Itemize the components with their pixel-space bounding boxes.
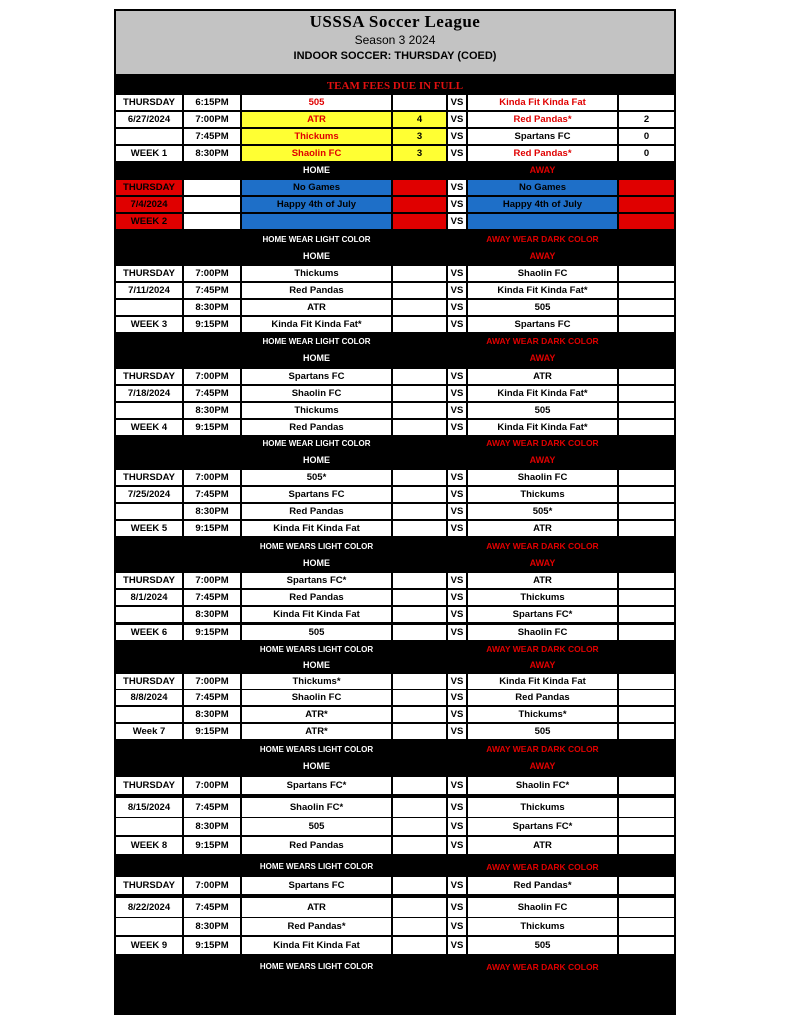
vs-label: VS: [448, 129, 466, 144]
date-label: 7/4/2024: [116, 197, 182, 212]
game-time: 9:15PM: [184, 420, 240, 435]
home-team: Red Pandas: [242, 837, 391, 854]
away-score: [619, 266, 674, 281]
away-team: Thickums: [468, 487, 617, 502]
away-score: [619, 317, 674, 332]
vs-label: VS: [448, 197, 466, 212]
away-team: [468, 214, 617, 229]
home-score: [393, 898, 446, 917]
away-score: [619, 487, 674, 502]
away-team: Shaolin FC: [468, 898, 617, 917]
away-team: Happy 4th of July: [468, 197, 617, 212]
week-label: WEEK 8: [116, 837, 182, 854]
away-wear-label: AWAY WEAR DARK COLOR: [486, 541, 599, 552]
home-header: HOME: [303, 558, 330, 568]
home-team: Spartans FC: [242, 487, 391, 502]
game-time: 8:30PM: [184, 300, 240, 315]
day-label: THURSDAY: [116, 777, 182, 794]
away-team: Kinda Fit Kinda Fat: [468, 95, 617, 110]
vs-label: VS: [448, 918, 466, 935]
home-header: HOME: [303, 165, 330, 175]
day-cell: [116, 504, 182, 519]
home-team: Shaolin FC: [242, 146, 391, 161]
home-score: [393, 369, 446, 384]
away-team: 505: [468, 937, 617, 954]
home-wear-label: HOME WEARS LIGHT COLOR: [259, 744, 374, 754]
vs-label: VS: [448, 420, 466, 435]
away-team: Red Pandas*: [468, 112, 617, 127]
date-label: 6/27/2024: [116, 112, 182, 127]
vs-label: VS: [448, 674, 466, 689]
home-team: Spartans FC: [242, 877, 391, 894]
away-score: [619, 607, 674, 622]
home-score: [393, 877, 446, 894]
home-header: HOME: [303, 761, 330, 771]
home-score: [393, 317, 446, 332]
game-time: 9:15PM: [184, 937, 240, 954]
date-label: 8/15/2024: [116, 798, 182, 817]
home-team: No Games: [242, 180, 391, 195]
away-wear-label: AWAY WEAR DARK COLOR: [486, 644, 599, 655]
away-team: 505: [468, 724, 617, 739]
game-time: 7:45PM: [184, 129, 240, 144]
away-score: [619, 197, 674, 212]
away-score: 0: [619, 129, 674, 144]
away-score: [619, 777, 674, 794]
away-score: 2: [619, 112, 674, 127]
home-score: [393, 707, 446, 722]
away-team: Thickums: [468, 918, 617, 935]
home-score: [393, 625, 446, 640]
game-time: 8:30PM: [184, 818, 240, 835]
away-team: Red Pandas: [468, 690, 617, 705]
vs-label: VS: [448, 898, 466, 917]
home-team: Red Pandas: [242, 504, 391, 519]
home-header: HOME: [303, 660, 330, 670]
vs-label: VS: [448, 607, 466, 622]
game-time: 7:45PM: [184, 487, 240, 502]
vs-label: VS: [448, 214, 466, 229]
game-time: 7:00PM: [184, 112, 240, 127]
game-time: 8:30PM: [184, 504, 240, 519]
day-label: THURSDAY: [116, 674, 182, 689]
away-score: [619, 403, 674, 418]
away-score: [619, 420, 674, 435]
away-team: 505*: [468, 504, 617, 519]
game-time: 8:30PM: [184, 707, 240, 722]
away-wear-label: AWAY WEAR DARK COLOR: [486, 861, 599, 872]
home-team: Spartans FC*: [242, 573, 391, 588]
date-label: 7/18/2024: [116, 386, 182, 401]
home-team: Shaolin FC: [242, 690, 391, 705]
away-score: [619, 674, 674, 689]
away-team: Spartans FC: [468, 129, 617, 144]
game-time: 9:15PM: [184, 521, 240, 536]
vs-label: VS: [448, 266, 466, 281]
away-team: Spartans FC*: [468, 818, 617, 835]
home-team: Kinda Fit Kinda Fat: [242, 607, 391, 622]
league-title: USSSA Soccer League: [309, 12, 481, 31]
week-label: WEEK 3: [116, 317, 182, 332]
game-time: 7:45PM: [184, 798, 240, 817]
away-score: [619, 95, 674, 110]
away-header: AWAY: [529, 660, 556, 670]
vs-label: VS: [448, 777, 466, 794]
away-team: Kinda Fit Kinda Fat: [468, 674, 617, 689]
game-time: 6:15PM: [184, 95, 240, 110]
away-team: Red Pandas*: [468, 877, 617, 894]
away-score: [619, 386, 674, 401]
home-team: Spartans FC: [242, 369, 391, 384]
away-score: [619, 300, 674, 315]
vs-label: VS: [448, 317, 466, 332]
away-header: AWAY: [529, 251, 556, 261]
season-label: Season 3 2024: [354, 33, 436, 47]
home-team: Thickums*: [242, 674, 391, 689]
game-time: 7:45PM: [184, 386, 240, 401]
vs-label: VS: [448, 937, 466, 954]
vs-label: VS: [448, 724, 466, 739]
vs-label: VS: [448, 386, 466, 401]
page-header: [116, 11, 674, 74]
home-wear-label: HOME WEARS LIGHT COLOR: [259, 962, 374, 971]
away-header: AWAY: [529, 455, 556, 465]
day-label: THURSDAY: [116, 470, 182, 485]
vs-label: VS: [448, 818, 466, 835]
home-team: Spartans FC*: [242, 777, 391, 794]
home-score: [393, 214, 446, 229]
day-label: THURSDAY: [116, 266, 182, 281]
game-time: 9:15PM: [184, 625, 240, 640]
home-score: 3: [393, 129, 446, 144]
away-score: [619, 283, 674, 298]
game-time: 8:30PM: [184, 918, 240, 935]
home-score: [393, 798, 446, 817]
vs-label: VS: [448, 504, 466, 519]
home-score: [393, 420, 446, 435]
away-team: 505: [468, 300, 617, 315]
game-time: 7:45PM: [184, 590, 240, 605]
home-wear-label: HOME WEAR LIGHT COLOR: [262, 234, 371, 244]
away-team: Shaolin FC: [468, 266, 617, 281]
game-time: 8:30PM: [184, 607, 240, 622]
away-team: ATR: [468, 369, 617, 384]
home-score: 3: [393, 146, 446, 161]
away-score: [619, 937, 674, 954]
game-time: [184, 214, 240, 229]
away-team: Thickums*: [468, 707, 617, 722]
away-team: ATR: [468, 573, 617, 588]
vs-label: VS: [448, 573, 466, 588]
home-score: [393, 918, 446, 935]
game-time: 7:00PM: [184, 369, 240, 384]
home-team: Red Pandas: [242, 283, 391, 298]
home-score: [393, 180, 446, 195]
away-team: Red Pandas*: [468, 146, 617, 161]
game-time: 9:15PM: [184, 317, 240, 332]
home-header: HOME: [303, 455, 330, 465]
away-score: [619, 470, 674, 485]
game-time: [184, 180, 240, 195]
day-cell: [116, 707, 182, 722]
away-score: [619, 837, 674, 854]
away-score: [619, 690, 674, 705]
day-cell: [116, 129, 182, 144]
day-label: THURSDAY: [116, 95, 182, 110]
vs-label: VS: [448, 300, 466, 315]
away-score: [619, 573, 674, 588]
away-wear-label: AWAY WEAR DARK COLOR: [486, 744, 599, 755]
away-header: AWAY: [529, 761, 556, 771]
day-label: THURSDAY: [116, 369, 182, 384]
home-team: Red Pandas: [242, 420, 391, 435]
game-time: [184, 197, 240, 212]
date-label: 8/22/2024: [116, 898, 182, 917]
home-team: Kinda Fit Kinda Fat: [242, 521, 391, 536]
away-wear-label: AWAY WEAR DARK COLOR: [486, 234, 599, 245]
home-score: [393, 95, 446, 110]
vs-label: VS: [448, 403, 466, 418]
home-team: 505: [242, 818, 391, 835]
home-score: [393, 487, 446, 502]
game-time: 7:00PM: [184, 266, 240, 281]
away-score: [619, 625, 674, 640]
week-label: WEEK 9: [116, 937, 182, 954]
division-label: INDOOR SOCCER: THURSDAY (COED): [293, 50, 497, 62]
away-score: [619, 818, 674, 835]
home-score: [393, 197, 446, 212]
vs-label: VS: [448, 625, 466, 640]
home-header: HOME: [303, 251, 330, 261]
game-time: 9:15PM: [184, 724, 240, 739]
home-team: Kinda Fit Kinda Fat: [242, 937, 391, 954]
home-team: Red Pandas*: [242, 918, 391, 935]
home-team: 505: [242, 95, 391, 110]
game-time: 8:30PM: [184, 403, 240, 418]
home-team: Shaolin FC: [242, 386, 391, 401]
away-score: [619, 918, 674, 935]
game-time: 9:15PM: [184, 837, 240, 854]
vs-label: VS: [448, 112, 466, 127]
away-score: [619, 877, 674, 894]
away-team: Spartans FC*: [468, 607, 617, 622]
away-team: Shaolin FC: [468, 625, 617, 640]
home-score: [393, 607, 446, 622]
away-wear-label: AWAY WEAR DARK COLOR: [486, 438, 599, 449]
home-score: [393, 724, 446, 739]
away-score: [619, 590, 674, 605]
home-team: ATR: [242, 300, 391, 315]
vs-label: VS: [448, 521, 466, 536]
home-score: [393, 590, 446, 605]
home-score: [393, 521, 446, 536]
vs-label: VS: [448, 690, 466, 705]
vs-label: VS: [448, 590, 466, 605]
home-score: [393, 690, 446, 705]
away-header: AWAY: [529, 558, 556, 568]
date-label: 7/25/2024: [116, 487, 182, 502]
home-score: [393, 777, 446, 794]
away-team: 505: [468, 403, 617, 418]
home-team: ATR: [242, 112, 391, 127]
day-cell: [116, 403, 182, 418]
away-header: AWAY: [529, 353, 556, 363]
home-team: Thickums: [242, 403, 391, 418]
day-label: THURSDAY: [116, 573, 182, 588]
date-label: 8/8/2024: [116, 690, 182, 705]
home-score: [393, 818, 446, 835]
home-wear-label: HOME WEAR LIGHT COLOR: [262, 438, 371, 448]
home-wear-label: HOME WEARS LIGHT COLOR: [259, 541, 374, 551]
fees-notice: TEAM FEES DUE IN FULL: [326, 80, 464, 92]
game-time: 8:30PM: [184, 146, 240, 161]
home-score: [393, 937, 446, 954]
home-team: Shaolin FC*: [242, 798, 391, 817]
vs-label: VS: [448, 707, 466, 722]
home-score: [393, 266, 446, 281]
away-team: Kinda Fit Kinda Fat*: [468, 420, 617, 435]
home-team: Kinda Fit Kinda Fat*: [242, 317, 391, 332]
away-score: [619, 707, 674, 722]
away-score: [619, 724, 674, 739]
home-header: HOME: [303, 353, 330, 363]
away-wear-label: AWAY WEAR DARK COLOR: [486, 961, 599, 972]
away-team: Thickums: [468, 798, 617, 817]
home-score: [393, 386, 446, 401]
game-time: 7:45PM: [184, 283, 240, 298]
away-wear-label: AWAY WEAR DARK COLOR: [486, 336, 599, 347]
vs-label: VS: [448, 95, 466, 110]
away-score: [619, 214, 674, 229]
home-score: [393, 837, 446, 854]
home-team: ATR*: [242, 707, 391, 722]
home-team: 505: [242, 625, 391, 640]
home-team: 505*: [242, 470, 391, 485]
away-header: AWAY: [529, 165, 556, 175]
vs-label: VS: [448, 369, 466, 384]
home-wear-label: HOME WEARS LIGHT COLOR: [259, 862, 374, 871]
vs-label: VS: [448, 837, 466, 854]
home-wear-label: HOME WEAR LIGHT COLOR: [262, 336, 371, 346]
home-team: Red Pandas: [242, 590, 391, 605]
away-score: [619, 798, 674, 817]
away-score: [619, 504, 674, 519]
week-label: WEEK 2: [116, 214, 182, 229]
week-label: WEEK 5: [116, 521, 182, 536]
home-team: Happy 4th of July: [242, 197, 391, 212]
day-label: THURSDAY: [116, 877, 182, 894]
away-score: [619, 369, 674, 384]
game-time: 7:45PM: [184, 898, 240, 917]
day-cell: [116, 607, 182, 622]
game-time: 7:00PM: [184, 470, 240, 485]
away-team: ATR: [468, 521, 617, 536]
home-team: Thickums: [242, 266, 391, 281]
vs-label: VS: [448, 470, 466, 485]
vs-label: VS: [448, 798, 466, 817]
vs-label: VS: [448, 877, 466, 894]
away-score: [619, 521, 674, 536]
home-score: [393, 300, 446, 315]
vs-label: VS: [448, 180, 466, 195]
date-label: 7/11/2024: [116, 283, 182, 298]
game-time: 7:00PM: [184, 877, 240, 894]
date-label: 8/1/2024: [116, 590, 182, 605]
home-score: [393, 504, 446, 519]
away-team: ATR: [468, 837, 617, 854]
home-score: [393, 674, 446, 689]
away-team: Kinda Fit Kinda Fat*: [468, 386, 617, 401]
away-score: [619, 898, 674, 917]
home-team: ATR*: [242, 724, 391, 739]
away-score: [619, 180, 674, 195]
game-time: 7:00PM: [184, 777, 240, 794]
away-team: Kinda Fit Kinda Fat*: [468, 283, 617, 298]
home-team: Thickums: [242, 129, 391, 144]
away-team: Shaolin FC: [468, 470, 617, 485]
week-label: Week 7: [116, 724, 182, 739]
week-label: WEEK 1: [116, 146, 182, 161]
vs-label: VS: [448, 146, 466, 161]
day-cell: [116, 818, 182, 835]
week-label: WEEK 4: [116, 420, 182, 435]
day-label: THURSDAY: [116, 180, 182, 195]
away-team: No Games: [468, 180, 617, 195]
week-label: WEEK 6: [116, 625, 182, 640]
home-score: [393, 573, 446, 588]
away-team: Shaolin FC*: [468, 777, 617, 794]
away-team: Thickums: [468, 590, 617, 605]
vs-label: VS: [448, 487, 466, 502]
home-team: [242, 214, 391, 229]
home-team: ATR: [242, 898, 391, 917]
day-cell: [116, 918, 182, 935]
home-wear-label: HOME WEARS LIGHT COLOR: [259, 644, 374, 654]
game-time: 7:45PM: [184, 690, 240, 705]
home-score: [393, 470, 446, 485]
game-time: 7:00PM: [184, 573, 240, 588]
home-score: [393, 403, 446, 418]
home-score: [393, 283, 446, 298]
home-score: 4: [393, 112, 446, 127]
away-team: Spartans FC: [468, 317, 617, 332]
vs-label: VS: [448, 283, 466, 298]
day-cell: [116, 300, 182, 315]
game-time: 7:00PM: [184, 674, 240, 689]
away-score: 0: [619, 146, 674, 161]
